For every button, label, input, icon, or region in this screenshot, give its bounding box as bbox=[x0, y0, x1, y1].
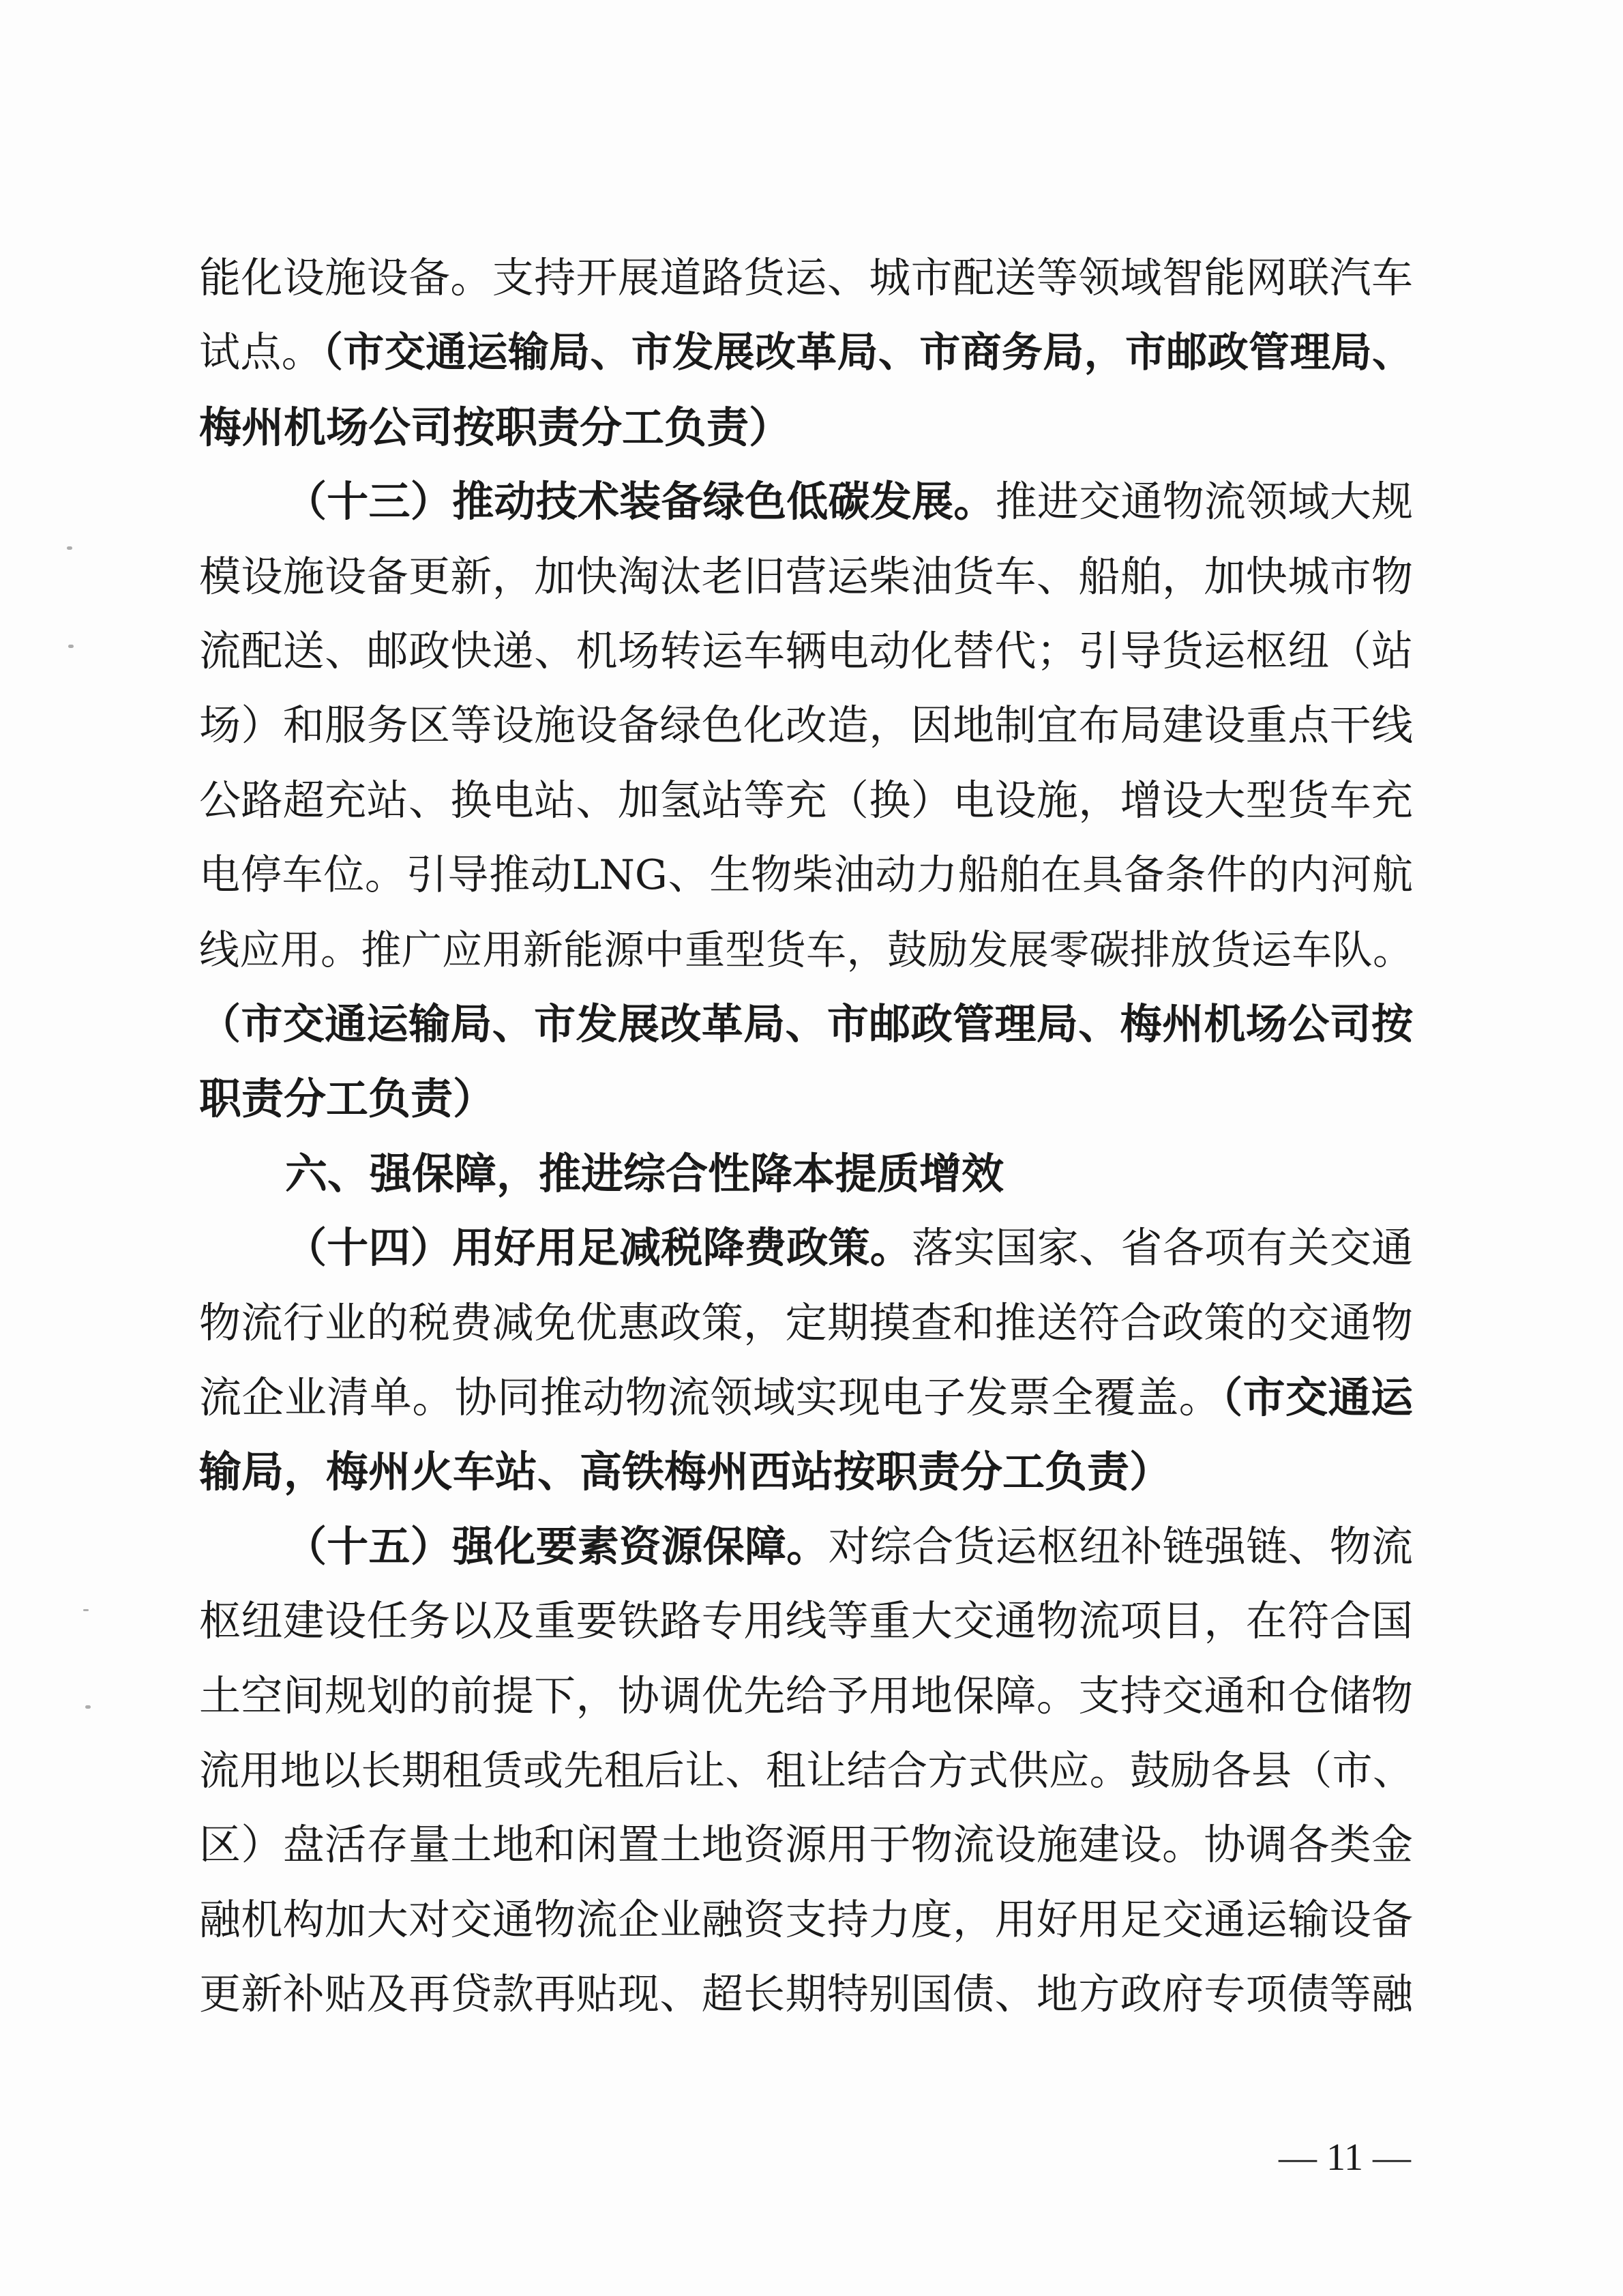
text-segment: 流企业清单。协同推动物流领域实现电子发票全覆盖。 bbox=[199, 1372, 1222, 1422]
text-segment: 落实国家、省各项有关交通 bbox=[912, 1224, 1413, 1273]
text-segment: 能化设施设备。支持开展道路货运、城市配送等领域智能网联汽车 bbox=[199, 254, 1413, 302]
text-line bbox=[199, 1445, 1413, 1499]
responsibility-note: （市交通运 bbox=[1221, 1372, 1413, 1422]
text-line bbox=[199, 1818, 1413, 1872]
text-line bbox=[199, 923, 1413, 977]
text-segment: 公路超充站、换电站、加氢站等充（换）电设施，增设大型货车充 bbox=[199, 776, 1413, 825]
text-line bbox=[199, 774, 1413, 828]
scan-mark bbox=[68, 645, 74, 648]
text-line bbox=[199, 550, 1413, 604]
scan-mark bbox=[83, 1609, 89, 1611]
text-segment: 流配送、邮政快递、机场转运车辆电动化替代；引导货运枢纽（站 bbox=[199, 627, 1413, 675]
text-segment: 对综合货运枢纽补链强链、物流 bbox=[828, 1522, 1413, 1571]
text-segment: 模设施设备更新，加快淘汰老旧营运柴油货车、船舶，加快城市物 bbox=[199, 552, 1413, 601]
responsibility-note: （市交通运输局、市发展改革局、市商务局，市邮政管理局、 bbox=[323, 329, 1413, 377]
text-segment: 土空间规划的前提下，协调优先给予用地保障。支持交通和仓储物 bbox=[199, 1671, 1413, 1720]
text-segment: 电停车位。引导推动LNG、生物柴油动力船舶在具备条件的内河航 bbox=[199, 851, 1413, 900]
text-line bbox=[199, 1370, 1413, 1425]
text-segment: 流用地以长期租赁或先租后让、租让结合方式供应。鼓励各县（市、 bbox=[199, 1747, 1413, 1794]
text-segment: 区）盘活存量土地和闲置土地资源用于物流设施建设。协调各类金 bbox=[199, 1821, 1413, 1870]
text-line bbox=[285, 1221, 1413, 1276]
item-title: （十四）用好用足减税降费政策。 bbox=[285, 1224, 912, 1273]
text-line bbox=[199, 1669, 1413, 1724]
text-segment: 推进交通物流领域大规 bbox=[995, 477, 1413, 527]
text-segment: 线应用。推广应用新能源中重型货车，鼓励发展零碳排放货运车队。 bbox=[199, 926, 1413, 973]
text-line bbox=[199, 997, 1413, 1052]
text-line bbox=[199, 1072, 1413, 1126]
text-segment: 更新补贴及再贷款再贴现、超长期特别国债、地方政府专项债等融 bbox=[199, 1970, 1413, 2019]
text-line bbox=[199, 624, 1413, 679]
text-line bbox=[199, 1296, 1413, 1351]
text-line bbox=[199, 1594, 1413, 1649]
text-segment: 融机构加大对交通物流企业融资支持力度，用好用足交通运输设备 bbox=[199, 1895, 1413, 1944]
scan-mark bbox=[85, 1705, 91, 1709]
text-line bbox=[199, 1743, 1413, 1798]
text-line bbox=[285, 475, 1413, 529]
heading-text: 六、强保障，推进综合性降本提质增效 bbox=[285, 1148, 1004, 1198]
scan-mark bbox=[67, 546, 72, 550]
responsibility-note: 输局，梅州火车站、高铁梅州西站按职责分工负责） bbox=[199, 1447, 1172, 1497]
page-number: — 11 — bbox=[1279, 2136, 1411, 2179]
text-line bbox=[199, 251, 1413, 306]
text-line bbox=[285, 1520, 1413, 1574]
text-segment: 物流行业的税费减免优惠政策，定期摸查和推送符合政策的交通物 bbox=[199, 1298, 1413, 1347]
text-segment: 枢纽建设任务以及重要铁路专用线等重大交通物流项目，在符合国 bbox=[199, 1597, 1413, 1646]
text-line bbox=[199, 698, 1413, 753]
text-line bbox=[199, 1893, 1413, 1947]
text-segment: 试点。 bbox=[199, 329, 323, 377]
item-title: （十五）强化要素资源保障。 bbox=[285, 1522, 829, 1571]
text-segment: 场）和服务区等设施设备绿色化改造，因地制宜布局建设重点干线 bbox=[199, 701, 1413, 750]
text-line bbox=[199, 1967, 1413, 2022]
text-line bbox=[199, 848, 1413, 902]
responsibility-note: 梅州机场公司按职责分工负责） bbox=[199, 402, 792, 452]
text-line bbox=[199, 400, 1413, 455]
text-line bbox=[199, 325, 1413, 380]
responsibility-note: （市交通运输局、市发展改革局、市邮政管理局、梅州机场公司按 bbox=[199, 1000, 1413, 1048]
item-title: （十三）推动技术装备绿色低碳发展。 bbox=[285, 477, 996, 527]
section-heading bbox=[285, 1147, 1413, 1201]
responsibility-note: 职责分工负责） bbox=[199, 1074, 496, 1124]
